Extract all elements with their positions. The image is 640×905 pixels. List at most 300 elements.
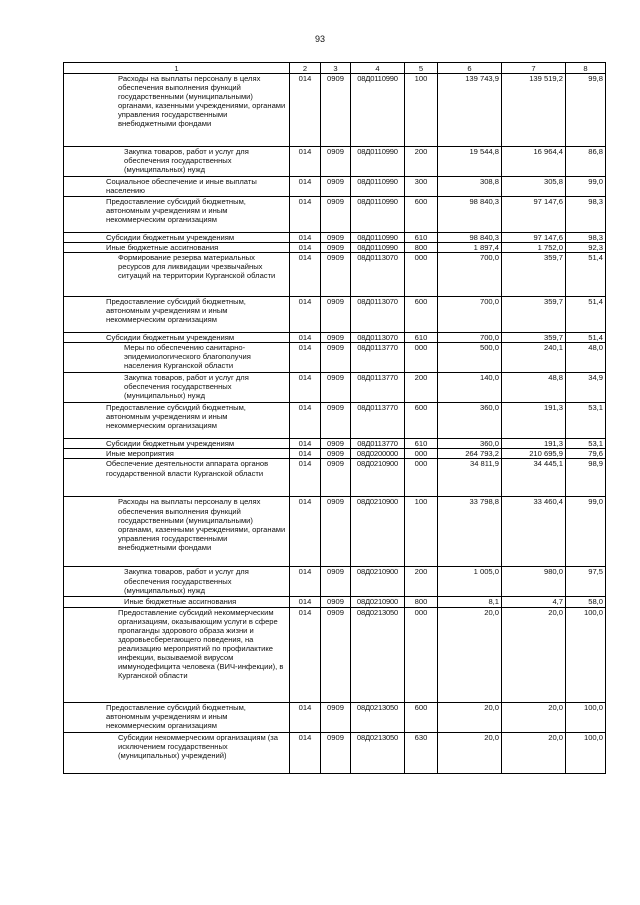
admin-code: 014 (298, 607, 312, 617)
expense-type-code: 600 (414, 197, 428, 206)
section-code: 0909 (327, 177, 344, 186)
planned-amount-cell (438, 333, 502, 343)
expense-type-code-cell (405, 177, 438, 197)
target-code-cell (351, 253, 405, 297)
planned-amount: 1 005,0 (473, 567, 499, 577)
admin-code-cell (290, 343, 321, 373)
column-header: 2 (290, 63, 321, 74)
admin-code: 014 (298, 74, 312, 83)
actual-amount: 359,7 (543, 297, 563, 307)
table-row (64, 343, 606, 373)
column-header: 1 (64, 63, 290, 74)
section-code: 0909 (327, 597, 344, 607)
target-code-cell (351, 497, 405, 567)
execution-percent-cell (566, 449, 606, 459)
target-code-cell (351, 233, 405, 243)
execution-percent: 51,4 (588, 253, 603, 263)
table-row (64, 233, 606, 243)
row-name-cell (64, 333, 290, 343)
row-name-cell (64, 597, 290, 607)
expense-type-code-cell (405, 459, 438, 497)
target-code-cell (351, 732, 405, 773)
planned-amount: 98 840,3 (469, 233, 499, 242)
row-name-cell (64, 177, 290, 197)
column-header: 4 (351, 63, 405, 74)
execution-percent: 53,1 (588, 403, 603, 413)
admin-code-cell (290, 373, 321, 403)
budget-table (63, 62, 606, 774)
section-code-cell (321, 333, 351, 343)
target-code-cell (351, 177, 405, 197)
execution-percent: 98,3 (588, 197, 603, 206)
target-code: 08Д0213050 (356, 702, 399, 712)
expense-type-code: 630 (414, 732, 428, 742)
section-code: 0909 (327, 403, 344, 413)
actual-amount-cell (502, 74, 566, 147)
section-code-cell (321, 373, 351, 403)
row-name-cell (64, 459, 290, 497)
planned-amount-cell (438, 297, 502, 333)
row-name: Субсидии бюджетным учреждениям (106, 333, 235, 343)
execution-percent: 48,0 (588, 343, 603, 353)
row-name: Предоставление субсидий бюджетным, автономным учреждениям и иным некоммерческим организациям (106, 403, 246, 431)
target-code: 08Д0113070 (357, 333, 398, 343)
target-code-cell (351, 403, 405, 439)
admin-code-cell (290, 403, 321, 439)
admin-code: 014 (298, 732, 312, 742)
row-name-cell (64, 449, 290, 459)
section-code: 0909 (327, 74, 344, 83)
section-code-cell (321, 197, 351, 233)
admin-code-cell (290, 297, 321, 333)
target-code-cell (351, 449, 405, 459)
actual-amount-cell (502, 373, 566, 403)
execution-percent-cell (566, 243, 606, 253)
row-name-cell (64, 702, 290, 732)
planned-amount-cell (438, 243, 502, 253)
section-code-cell (321, 567, 351, 597)
expense-type-code-cell (405, 567, 438, 597)
section-code: 0909 (327, 439, 344, 449)
actual-amount: 33 460,4 (533, 497, 563, 507)
expense-type-code-cell (405, 147, 438, 177)
row-name-cell (64, 373, 290, 403)
actual-amount: 305,8 (543, 177, 563, 186)
table-row (64, 597, 606, 607)
table-row (64, 177, 606, 197)
actual-amount-cell (502, 732, 566, 773)
actual-amount: 191,3 (543, 439, 563, 449)
target-code: 08Д0213050 (356, 732, 399, 742)
section-code: 0909 (327, 333, 344, 343)
execution-percent: 100,0 (583, 702, 603, 712)
planned-amount: 34 811,9 (470, 459, 499, 469)
execution-percent: 98,3 (588, 233, 603, 242)
admin-code: 014 (298, 333, 312, 343)
column-header: 7 (502, 63, 566, 74)
planned-amount: 700,0 (479, 333, 499, 343)
expense-type-code: 100 (414, 497, 428, 507)
planned-amount: 264 793,2 (465, 449, 499, 459)
admin-code-cell (290, 243, 321, 253)
planned-amount-cell (438, 439, 502, 449)
actual-amount-cell (502, 459, 566, 497)
expense-type-code: 600 (414, 403, 428, 413)
execution-percent: 99,0 (588, 177, 603, 186)
table-row (64, 74, 606, 147)
expense-type-code-cell (405, 403, 438, 439)
table-row (64, 497, 606, 567)
expense-type-code: 200 (414, 147, 428, 156)
target-code: 08Д0113770 (357, 439, 398, 449)
admin-code-cell (290, 147, 321, 177)
page-number: 93 (314, 34, 325, 44)
table-row (64, 333, 606, 343)
admin-code-cell (290, 732, 321, 773)
admin-code-cell (290, 197, 321, 233)
expense-type-code-cell (405, 333, 438, 343)
section-code: 0909 (327, 147, 344, 156)
expense-type-code: 000 (414, 607, 428, 617)
planned-amount-cell (438, 177, 502, 197)
row-name: Субсидии некоммерческим организациям (за исключением государственных (муниципальных) учреждений) (118, 732, 279, 760)
planned-amount-cell (438, 253, 502, 297)
admin-code-cell (290, 177, 321, 197)
section-code: 0909 (327, 243, 344, 253)
planned-amount-cell (438, 567, 502, 597)
table-row (64, 373, 606, 403)
planned-amount: 98 840,3 (469, 197, 499, 206)
execution-percent-cell (566, 732, 606, 773)
header-row (64, 63, 606, 74)
execution-percent: 98,9 (588, 459, 603, 469)
table-row (64, 449, 606, 459)
actual-amount-cell (502, 597, 566, 607)
actual-amount-cell (502, 449, 566, 459)
admin-code: 014 (298, 297, 312, 307)
expense-type-code-cell (405, 449, 438, 459)
row-name: Обеспечение деятельности аппарата органов государственной власти Курганской области (106, 459, 269, 478)
planned-amount: 360,0 (479, 403, 499, 413)
row-name: Субсидии бюджетным учреждениям (106, 233, 235, 242)
expense-type-code-cell (405, 732, 438, 773)
planned-amount: 19 544,8 (469, 147, 499, 156)
actual-amount: 4,7 (552, 597, 563, 607)
expense-type-code-cell (405, 702, 438, 732)
actual-amount-cell (502, 243, 566, 253)
column-header: 5 (405, 63, 438, 74)
table-row (64, 197, 606, 233)
target-code: 08Д0113070 (357, 297, 398, 307)
execution-percent: 86,8 (588, 147, 603, 156)
actual-amount: 48,8 (548, 373, 563, 383)
admin-code: 014 (298, 243, 312, 253)
admin-code: 014 (298, 177, 312, 186)
execution-percent-cell (566, 597, 606, 607)
planned-amount: 33 798,8 (469, 497, 499, 507)
row-name: Закупка товаров, работ и услуг для обеспечения государственных (муниципальных) нужд (124, 147, 249, 175)
section-code-cell (321, 297, 351, 333)
row-name: Закупка товаров, работ и услуг для обеспечения государственных (муниципальных) нужд (124, 373, 249, 401)
target-code-cell (351, 333, 405, 343)
actual-amount: 34 445,1 (533, 459, 563, 469)
expense-type-code-cell (405, 373, 438, 403)
table-row (64, 243, 606, 253)
actual-amount-cell (502, 233, 566, 243)
row-name: Субсидии бюджетным учреждениям (106, 439, 235, 449)
section-code-cell (321, 439, 351, 449)
planned-amount-cell (438, 197, 502, 233)
section-code-cell (321, 702, 351, 732)
admin-code-cell (290, 597, 321, 607)
target-code-cell (351, 607, 405, 702)
planned-amount-cell (438, 702, 502, 732)
table-row (64, 253, 606, 297)
expense-type-code: 000 (414, 449, 428, 459)
expense-type-code: 610 (414, 333, 428, 343)
expense-type-code: 800 (414, 597, 428, 607)
section-code: 0909 (327, 497, 344, 507)
section-code: 0909 (327, 449, 344, 459)
planned-amount-cell (438, 74, 502, 147)
row-name-cell (64, 243, 290, 253)
row-name-cell (64, 497, 290, 567)
row-name: Формирование резерва материальных ресурсов для ликвидации чрезвычайных ситуаций на территории Курганской области (118, 253, 276, 281)
execution-percent: 79,6 (588, 449, 603, 459)
row-name: Иные бюджетные ассигнования (106, 243, 219, 253)
admin-code: 014 (298, 497, 312, 507)
actual-amount: 20,0 (548, 607, 563, 617)
planned-amount: 20,0 (484, 607, 499, 617)
admin-code-cell (290, 567, 321, 597)
admin-code: 014 (298, 449, 312, 459)
admin-code: 014 (298, 439, 312, 449)
section-code: 0909 (327, 233, 344, 242)
execution-percent-cell (566, 297, 606, 333)
expense-type-code-cell (405, 497, 438, 567)
row-name: Иные мероприятия (106, 449, 174, 459)
expense-type-code-cell (405, 439, 438, 449)
row-name: Предоставление субсидий бюджетным, автономным учреждениям и иным некоммерческим организациям (106, 702, 246, 730)
planned-amount: 20,0 (484, 702, 499, 712)
target-code: 08Д0200000 (356, 449, 399, 459)
planned-amount-cell (438, 233, 502, 243)
section-code: 0909 (327, 607, 344, 617)
section-code-cell (321, 459, 351, 497)
row-name-cell (64, 403, 290, 439)
admin-code: 014 (298, 343, 312, 353)
admin-code-cell (290, 459, 321, 497)
actual-amount: 20,0 (548, 702, 563, 712)
planned-amount-cell (438, 459, 502, 497)
target-code-cell (351, 439, 405, 449)
row-name-cell (64, 74, 290, 147)
section-code-cell (321, 607, 351, 702)
table-row (64, 567, 606, 597)
section-code-cell (321, 403, 351, 439)
expense-type-code-cell (405, 197, 438, 233)
actual-amount-cell (502, 297, 566, 333)
admin-code-cell (290, 233, 321, 243)
table-body (64, 74, 606, 774)
execution-percent-cell (566, 459, 606, 497)
expense-type-code: 000 (414, 459, 428, 469)
execution-percent-cell (566, 253, 606, 297)
target-code-cell (351, 373, 405, 403)
execution-percent: 34,9 (588, 373, 603, 383)
execution-percent-cell (566, 497, 606, 567)
planned-amount: 1 897,4 (473, 243, 499, 253)
row-name: Социальное обеспечение и иные выплаты населению (106, 177, 257, 196)
execution-percent-cell (566, 197, 606, 233)
expense-type-code: 610 (414, 439, 428, 449)
row-name-cell (64, 147, 290, 177)
planned-amount: 500,0 (479, 343, 499, 353)
expense-type-code: 000 (414, 253, 428, 263)
admin-code-cell (290, 253, 321, 297)
row-name: Расходы на выплаты персоналу в целях обеспечения выполнения функций государственными (муниципальными) органами, казенными учреждениями, органами управления государственными внебюджетными фондами (118, 74, 286, 129)
row-name-cell (64, 253, 290, 297)
planned-amount: 700,0 (479, 253, 499, 263)
table-row (64, 439, 606, 449)
section-code: 0909 (327, 297, 344, 307)
planned-amount: 20,0 (484, 732, 499, 742)
execution-percent: 100,0 (583, 607, 603, 617)
row-name-cell (64, 297, 290, 333)
row-name-cell (64, 343, 290, 373)
planned-amount-cell (438, 597, 502, 607)
expense-type-code-cell (405, 607, 438, 702)
admin-code: 014 (298, 197, 312, 206)
expense-type-code-cell (405, 343, 438, 373)
section-code: 0909 (327, 567, 344, 577)
section-code-cell (321, 74, 351, 147)
execution-percent: 51,4 (588, 297, 603, 307)
actual-amount: 97 147,6 (533, 197, 563, 206)
admin-code-cell (290, 497, 321, 567)
row-name-cell (64, 607, 290, 702)
expense-type-code: 000 (414, 343, 428, 353)
row-name-cell (64, 439, 290, 449)
section-code-cell (321, 732, 351, 773)
row-name-cell (64, 233, 290, 243)
expense-type-code: 200 (414, 373, 428, 383)
admin-code: 014 (298, 373, 312, 383)
target-code-cell (351, 597, 405, 607)
admin-code: 014 (298, 597, 312, 607)
actual-amount-cell (502, 333, 566, 343)
section-code: 0909 (327, 343, 344, 353)
execution-percent: 97,5 (588, 567, 603, 577)
planned-amount: 8,1 (488, 597, 499, 607)
target-code: 08Д0113770 (357, 373, 398, 383)
actual-amount: 240,1 (543, 343, 563, 353)
execution-percent-cell (566, 439, 606, 449)
row-name-cell (64, 197, 290, 233)
actual-amount-cell (502, 702, 566, 732)
table-row (64, 147, 606, 177)
section-code: 0909 (327, 373, 344, 383)
execution-percent: 92,3 (588, 243, 603, 253)
target-code: 08Д0110990 (357, 197, 398, 206)
section-code: 0909 (327, 197, 344, 206)
target-code: 08Д0113770 (357, 343, 398, 353)
admin-code-cell (290, 449, 321, 459)
admin-code: 014 (298, 253, 312, 263)
execution-percent-cell (566, 177, 606, 197)
planned-amount-cell (438, 373, 502, 403)
actual-amount-cell (502, 147, 566, 177)
table-row (64, 607, 606, 702)
execution-percent: 99,0 (588, 497, 603, 507)
target-code-cell (351, 702, 405, 732)
admin-code: 014 (298, 567, 312, 577)
actual-amount: 20,0 (548, 732, 563, 742)
target-code: 08Д0210900 (356, 597, 399, 607)
section-code: 0909 (327, 459, 344, 469)
column-header: 3 (321, 63, 351, 74)
planned-amount: 360,0 (479, 439, 499, 449)
section-code-cell (321, 497, 351, 567)
expense-type-code: 300 (414, 177, 428, 186)
admin-code: 014 (298, 233, 312, 242)
execution-percent: 99,8 (588, 74, 603, 83)
table-row (64, 403, 606, 439)
section-code: 0909 (327, 253, 344, 263)
target-code: 08Д0110990 (357, 74, 398, 83)
expense-type-code: 800 (414, 243, 428, 253)
section-code-cell (321, 243, 351, 253)
planned-amount: 700,0 (479, 297, 499, 307)
expense-type-code: 600 (414, 702, 428, 712)
target-code: 08Д0113070 (357, 253, 398, 263)
actual-amount: 1 752,0 (537, 243, 563, 253)
row-name: Меры по обеспечению санитарно-эпидемиологического благополучия населения Курганской области (124, 343, 251, 371)
actual-amount-cell (502, 497, 566, 567)
target-code-cell (351, 147, 405, 177)
admin-code-cell (290, 74, 321, 147)
target-code-cell (351, 243, 405, 253)
row-name-cell (64, 732, 290, 773)
execution-percent-cell (566, 333, 606, 343)
planned-amount: 140,0 (479, 373, 499, 383)
admin-code: 014 (298, 702, 312, 712)
target-code: 08Д0113770 (357, 403, 398, 413)
actual-amount-cell (502, 439, 566, 449)
admin-code-cell (290, 333, 321, 343)
planned-amount-cell (438, 449, 502, 459)
admin-code-cell (290, 702, 321, 732)
execution-percent-cell (566, 567, 606, 597)
section-code: 0909 (327, 702, 344, 712)
actual-amount-cell (502, 197, 566, 233)
admin-code-cell (290, 607, 321, 702)
expense-type-code: 610 (414, 233, 428, 242)
actual-amount-cell (502, 403, 566, 439)
target-code-cell (351, 567, 405, 597)
planned-amount: 139 743,9 (465, 74, 499, 83)
section-code-cell (321, 343, 351, 373)
execution-percent-cell (566, 147, 606, 177)
actual-amount: 980,0 (543, 567, 563, 577)
planned-amount-cell (438, 147, 502, 177)
target-code: 08Д0110990 (357, 177, 398, 186)
table-row (64, 702, 606, 732)
planned-amount-cell (438, 732, 502, 773)
planned-amount-cell (438, 403, 502, 439)
admin-code: 014 (298, 147, 312, 156)
row-name: Иные бюджетные ассигнования (124, 597, 237, 607)
